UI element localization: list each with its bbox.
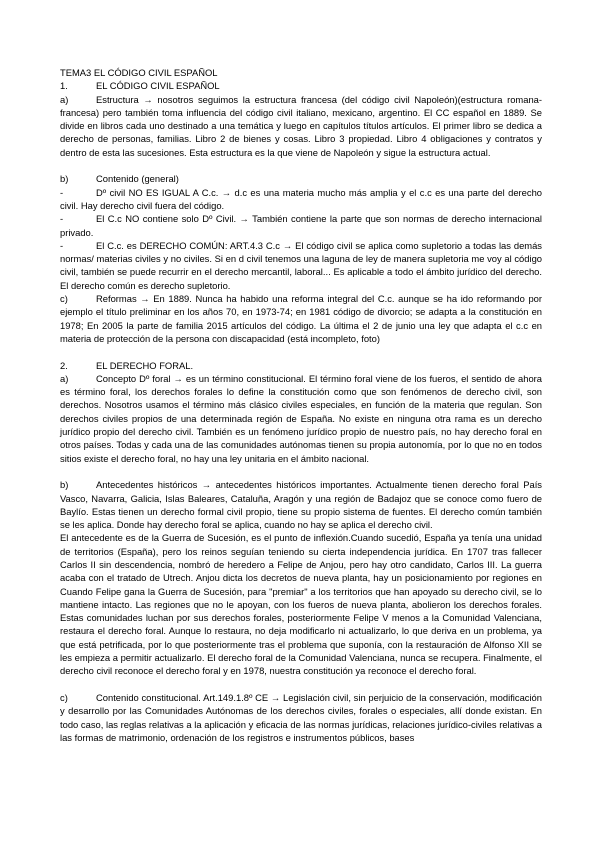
bullet-text: El C.c NO contiene solo Dº Civil. → También contiene la parte que son normas de derecho internacional privado. [60, 213, 542, 238]
bullet-mark: - [60, 213, 64, 225]
paragraph-estructura [60, 93, 542, 159]
item-label: c) [60, 691, 68, 703]
item-label: b) [60, 173, 69, 185]
section-title: EL DERECHO FORAL. [96, 359, 194, 371]
paragraph-text: Contenido constitucional. Art.149.1.8º CE → Legislación civil, sin perjuicio de la conservación, modificación y desarrollo por las Comunidades Autónomas de los derechos civiles, forales o especiales, allí donde existan. En todo caso, las reglas relativas a la aplicación y eficacia de las normas jurídicas, relaciones jurídico-civiles relativas a las formas de matrimonio, ordenación de los registros e instrumentos públicos, bases [60, 691, 542, 743]
item-label: c) [60, 293, 68, 305]
bullet-item [60, 239, 542, 292]
item-label: a) [60, 93, 69, 105]
bullet-item [60, 186, 542, 213]
section-1-heading [60, 79, 542, 92]
paragraph-antecedentes [60, 478, 542, 531]
item-label: a) [60, 372, 69, 384]
section-title: EL CÓDIGO CIVIL ESPAÑOL [96, 80, 220, 92]
bullet-text: Dº civil NO ES IGUAL A C.c. → d.c es una materia mucho más amplia y el c.c es una parte del derecho civil. Hay derecho civil fuera del código. [60, 186, 542, 211]
subsection-heading-contenido [60, 172, 542, 185]
paragraph-contenido-constitucional [60, 691, 542, 744]
paragraph-text: Concepto Dº foral → es un término constitucional. El término foral viene de los fueros, el sentido de ahora es término foral, los derechos forales lo define la constitución como que son fenómenos de derecho civil, son derechos. Nosotros usamos el término más clásico civiles especiales, en función de la materia que regulan. Son derechos civiles propios de una determinada región de España. No existe en ninguna otra rama es un derecho jurídico propio del derecho civil. También es un fenómeno jurídico propio de nuestro país, no hay derecho foral en otros países. Todas y cada una de las comunidades autónomas tienen su propia autonomía, por lo que no en todos sitios existe el derecho foral, no hay una ley unitaria en el ámbito nacional. [60, 372, 542, 464]
document-title: TEMA3 EL CÓDIGO CIVIL ESPAÑOL [60, 67, 218, 78]
section-number: 2. [60, 359, 68, 371]
section-number: 1. [60, 80, 68, 92]
section-2-heading [60, 359, 542, 372]
bullet-text: El C.c. es DERECHO COMÚN: ART.4.3 C.c → El código civil se aplica como supletorio a todas las demás normas/ materias civiles y no civiles. Si en d civil tenemos una laguna de ley de manera supletoria me voy al código civil, también se puede recurrir en el derecho mercantil, laboral... Es aplicable a todo el ámbito jurídico del derecho. El derecho común es derecho supletorio. [60, 239, 542, 291]
paragraph-text: Estructura → nosotros seguimos la estructura francesa (del código civil Napoleón)(estructura romana-francesa) pero también toma influencia del código civil italiano, mexicano, argentino. El CC español en 1889. Se divide en libros cada uno destinado a una temática y luego en capítulos títulos artículos. El primer libro se dedica a derecho de personas, familias. Libro 2 de bienes y cosas. Libro 3 propiedad. Libro 4 obligaciones y contratos y dentro de esta las sucesiones. Esta estructura es la que viene de Napoleón y sigue la estructura actual. [60, 93, 542, 158]
paragraph-text: Reformas → En 1889. Nunca ha habido una reforma integral del C.c. aunque se ha ido reformando por ejemplo el título preliminar en los años 70, en 1973-74; en 1981 código de divorcio; se adapta a la constitución en 1978; En 2005 la parte de familia 2015 artículos del código. La última el 2 de junio una ley que adapta el c.c en materia de protección de la persona con discapacidad (está incompleto, foto) [60, 293, 542, 344]
paragraph-guerra-sucesion: El antecedente es de la Guerra de Sucesión, es el punto de inflexión.Cuando sucedió, España ya tenía una unidad de territorios (España), pero los reinos seguían teniendo su cierta independencia jurídica. En 1707 tras fallecer Carlos II sin descendencia, nombró de heredero a Felipe de Anjou, pero hay otro candidato, Carlos III. La guerra acaba con el tratado de Utrech. Anjou dicta los decretos de nueva planta, hay un posicionamiento por regiones en Cuando Felipe gana la Guerra de Sucesión, para "premiar" a los territorios que han apoyado su derecho civil, se lo mantiene intacto. Las regiones que no le apoyan, con los fueros de nueva planta, abolieron los derechos forales. Estas comunidades luchan por sus derechos forales, posteriormente Felipe V menos a la Comunidad Valenciana, restaura el derecho foral. Aunque lo restaura, no deja modificarlo ni actualizarlo, lo que deriva en un problema, ya que está petrificada, por lo que posteriormente tras el problema que suponía, con la restauración de Alfonso XII se les empieza a permitir actualizarlo. El derecho foral de la Comunidad Valenciana, nunca se recupera. Finalmente, el derecho civil reconoce el derecho foral y en 1978, nuestra constitución ya reconoce el derecho foral. [60, 532, 542, 677]
bullet-item [60, 212, 542, 239]
item-label: b) [60, 479, 69, 491]
bullet-mark: - [60, 239, 64, 251]
bullet-mark: - [60, 186, 64, 198]
paragraph-concepto [60, 372, 542, 465]
subsection-title: Contenido (general) [96, 173, 179, 185]
paragraph-reformas [60, 292, 542, 345]
paragraph-text: Antecedentes históricos → antecedentes históricos importantes. Actualmente tienen derecho foral País Vasco, Navarra, Galicia, Islas Baleares, Cataluña, Aragón y una región de Badajoz que se conoce como fuero de Baylío. Estas tienen un derecho formal civil propio, tiene su propio sistema de fuentes. El derecho común también se les aplica. Donde hay derecho foral se aplica, cuando no hay se aplica el derecho civil. [60, 479, 542, 531]
